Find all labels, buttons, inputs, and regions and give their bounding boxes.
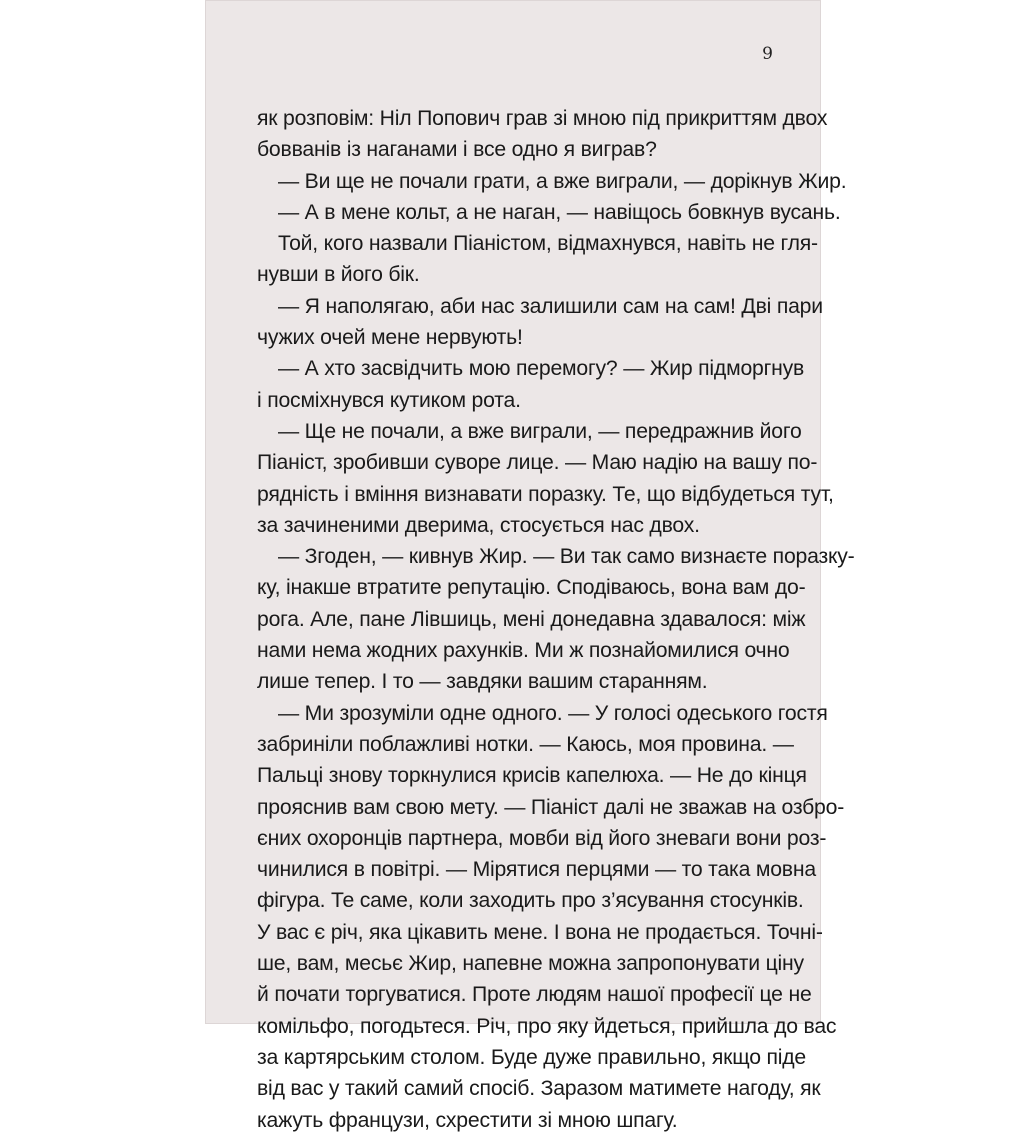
text-line: — Ми зрозуміли одне одного. — У голосі одеського гостя bbox=[278, 701, 828, 725]
text-line: Той, кого назвали Піаністом, відмахнувся, навіть не гля- bbox=[278, 232, 818, 256]
text-line: У вас є річ, яка цікавить мене. І вона не продається. Точні- bbox=[257, 920, 823, 944]
text-line: як розповім: Ніл Попович грав зі мною під прикриттям двох bbox=[257, 107, 828, 130]
text-line: — А хто засвідчить мою перемогу? — Жир підморгнув bbox=[278, 357, 805, 381]
text-line: і посміхнувся кутиком рота. bbox=[257, 388, 521, 412]
text-line: нами нема жодних рахунків. Ми ж познайомилися очно bbox=[257, 639, 790, 663]
page-number: 9 bbox=[762, 44, 773, 64]
text-line: за зачиненими дверима, стосується нас двох. bbox=[257, 513, 700, 537]
text-line: кажуть французи, схрестити зі мною шпагу. bbox=[257, 1108, 678, 1132]
text-line: комільфо, погодьтеся. Річ, про яку йдеться, прийшла до вас bbox=[257, 1014, 837, 1038]
text-line: Піаніст, зробивши суворе лице. — Маю надію на вашу по- bbox=[257, 451, 818, 475]
text-line: Пальці знову торкнулися крисів капелюха. — Не до кінця bbox=[257, 764, 807, 788]
text-line: забриніли поблажливі нотки. — Каюсь, моя провина. — bbox=[257, 732, 794, 756]
text-line: — Я наполягаю, аби нас залишили сам на сам! Дві пари bbox=[278, 294, 823, 318]
text-line: ше, вам, месьє Жир, напевне можна запропонувати ціну bbox=[257, 952, 804, 976]
text-line: рядність і вміння визнавати поразку. Те, що відбудеться тут, bbox=[257, 482, 834, 506]
text-line: й почати торгуватися. Проте людям нашої професії це не bbox=[257, 983, 812, 1007]
text-line: від вас у такий самий спосіб. Заразом матимете нагоду, як bbox=[257, 1077, 821, 1101]
book-page bbox=[205, 0, 855, 1132]
text-line: прояснив вам свою мету. — Піаніст далі не зважав на озбро- bbox=[257, 795, 845, 819]
body-text bbox=[257, 103, 855, 1136]
text-line: ку, інакше втратите репутацію. Сподіваюсь, вона вам до- bbox=[257, 576, 806, 600]
text-line: — Ще не почали, а вже виграли, — передражнив його bbox=[278, 419, 802, 443]
text-line: єних охоронців партнера, мовби від його зневаги вони роз- bbox=[257, 826, 827, 850]
text-line: рога. Але, пане Лівшиць, мені донедавна здавалося: між bbox=[257, 607, 806, 631]
text-line: лише тепер. І то — завдяки вашим старанням. bbox=[257, 670, 708, 694]
text-line: чужих очей мене нервують! bbox=[257, 326, 523, 350]
text-line: чинилися в повітрі. — Мірятися перцями — то така мовна bbox=[257, 858, 816, 882]
text-line: — Згоден, — кивнув Жир. — Ви так само визнаєте поразку- bbox=[278, 545, 855, 569]
text-line: — А в мене кольт, а не наган, — навіщось бовкнув вусань. bbox=[278, 200, 841, 224]
text-line: бовванів із наганами і все одно я виграв? bbox=[257, 138, 657, 162]
text-line: фігура. Те саме, коли заходить про з’ясування стосунків. bbox=[257, 889, 804, 913]
text-line: — Ви ще не почали грати, а вже виграли, — дорікнув Жир. bbox=[278, 169, 847, 193]
text-line: нувши в його бік. bbox=[257, 263, 420, 287]
text-line: за картярським столом. Буде дуже правильно, якщо піде bbox=[257, 1045, 806, 1069]
